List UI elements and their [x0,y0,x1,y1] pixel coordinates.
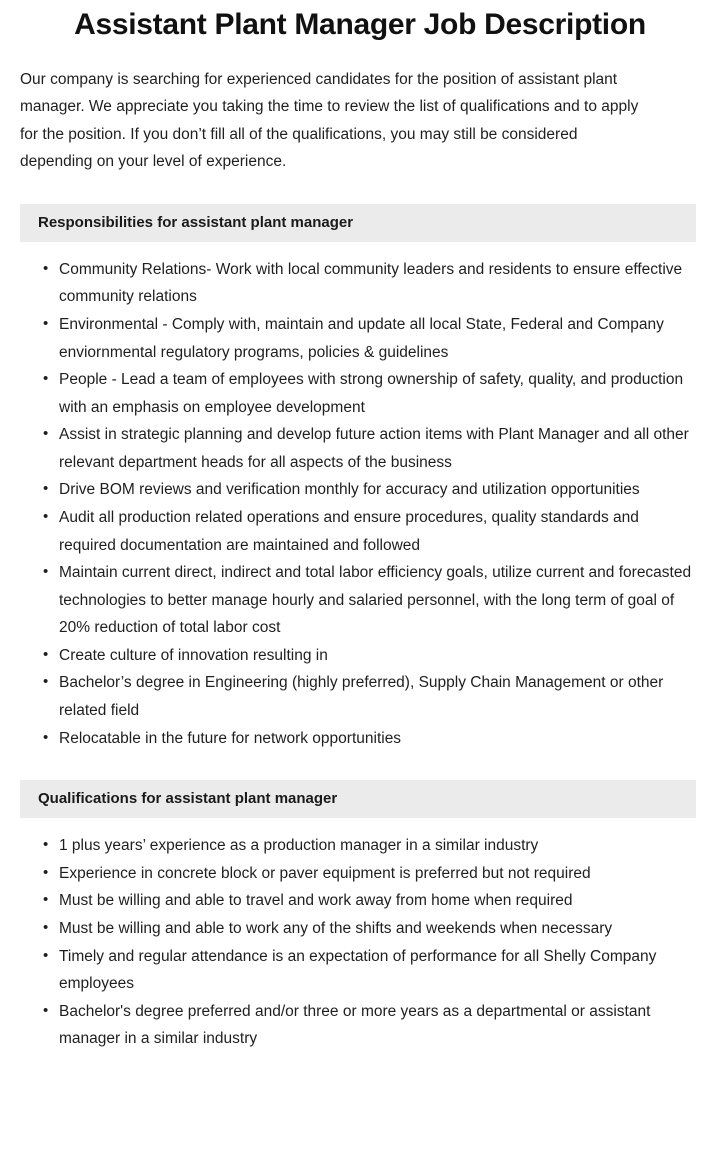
list-item: • Assist in strategic planning and develop future action items with Plant Manager and all other relevant department heads for all aspects of the business [20,421,696,476]
list-item: • Experience in concrete block or paver equipment is preferred but not required [20,860,696,888]
list-item: • Create culture of innovation resulting in [20,642,696,670]
list-item: • Relocatable in the future for network opportunities [20,725,696,753]
qualifications-list [0,818,720,1083]
list-item: • Timely and regular attendance is an expectation of performance for all Shelly Company employees [20,943,696,998]
list-item: • Bachelor’s degree in Engineering (highly preferred), Supply Chain Management or other related field [20,669,696,724]
list-item: • Must be willing and able to travel and work away from home when required [20,887,696,915]
list-item: • People - Lead a team of employees with strong ownership of safety, quality, and production with an emphasis on employee development [20,366,696,421]
responsibilities-list [0,242,720,752]
section-heading-label: Responsibilities for assistant plant manager [38,213,354,231]
list-item: • Drive BOM reviews and verification monthly for accuracy and utilization opportunities [20,476,696,504]
section-header-qualifications [20,780,696,818]
list-item: • Must be willing and able to work any of the shifts and weekends when necessary [20,915,696,943]
intro-paragraph: Our company is searching for experienced candidates for the position of assistant plant manager. We appreciate you taking the time to review the list of qualifications and to apply for the position. If you don’t fill all of the qualifications, you may still be considered depending on your level of experience. [20,70,639,171]
list-item: • Audit all production related operations and ensure procedures, quality standards and required documentation are maintained and followed [20,504,696,559]
section-header-responsibilities [20,204,696,242]
list-item: • Environmental - Comply with, maintain and update all local State, Federal and Company enviornmental regulatory programs, policies & guidelines [20,311,696,366]
list-item: • 1 plus years’ experience as a production manager in a similar industry [20,832,696,860]
page-title: Assistant Plant Manager Job Description [74,8,646,41]
section-responsibilities [0,204,720,752]
section-heading-label: Qualifications for assistant plant manager [38,790,338,808]
list-item: • Maintain current direct, indirect and total labor efficiency goals, utilize current and forecasted technologies to better manage hourly and salaried personnel, with the long term of goal of 20% reduction of total labor cost [20,559,696,642]
list-item: • Community Relations- Work with local community leaders and residents to ensure effective community relations [20,256,696,311]
section-qualifications [0,780,720,1083]
list-item: • Bachelor's degree preferred and/or three or more years as a departmental or assistant manager in a similar industry [20,998,696,1053]
